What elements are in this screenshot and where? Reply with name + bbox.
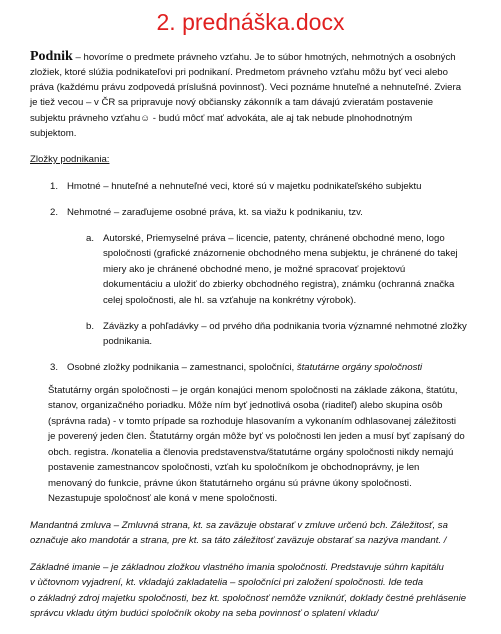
statutory-line-2: stanov, organizačného poriadku. Môže ním byť jednotlivá osoba (riaditeľ) alebo skupina osôb xyxy=(48,400,443,411)
item-1-number: 1. xyxy=(50,181,59,192)
item-1-text: Hmotné – hnuteľné a nehnuteľné veci, ktoré sú v majetku podnikateľského subjektu xyxy=(67,181,422,192)
statutory-line-6: postavenie zamestnancov spoločnosti, vzťah ku spoločníkom je obchodnoprávny, je len xyxy=(48,462,420,473)
document-title: 2. prednáška.docx xyxy=(156,9,345,35)
subitem-a-line-3: miery ako je chránené obchodné meno, je možné spracovať projektovú xyxy=(103,264,406,275)
statutory-line-4: je poverený jeden člen. Štatutárny orgán môže byť vs poločnosti len jeden a musí byť zapísaný do xyxy=(48,431,465,442)
subitem-b-line-2: podnikania. xyxy=(103,336,153,347)
capital-line-3: o základný zdroj majetku spoločnosti, bez kt. spoločnosť nemôže vzniknúť, doklady čestné prehlásenie xyxy=(30,593,467,604)
item-3-number: 3. xyxy=(50,362,59,373)
subitem-a-line-2: spoločnosti (grafické znázornenie obchodného mena subjektu, je chránené do takej xyxy=(103,248,458,259)
capital-line-4: správcu vkladu útým budúci spoločník okoby na seba povinnosť o splatení vkladu/ xyxy=(30,608,379,619)
intro-line-6: subjektom. xyxy=(30,128,77,139)
subitem-a-line-1: Autorské, Priemyselné práva – licencie, patenty, chránené obchodné meno, logo xyxy=(103,233,445,244)
section-heading: Zložky podnikania: xyxy=(30,154,110,165)
item-2-number: 2. xyxy=(50,207,59,218)
intro-line-4: je tiež vecou – v ČR sa pripravuje nový občiansky zákonník a tam dávajú zvieratám postavenie xyxy=(30,97,434,108)
intro-line-1: Podnik – hovoríme o predmete právneho vzťahu. Je to súbor hmotných, nehmotných a osobných xyxy=(30,49,456,64)
capital-line-1: Základné imanie – je základnou zložkou vlastného imania spoločnosti. Predstavuje súhrn kapitálu xyxy=(30,562,444,573)
intro-line-5: subjektu právneho vzťahu☺ - budú môcť mať advokáta, ale aj tak nebude plnohodnotným xyxy=(30,113,413,124)
statutory-line-1: Štatutárny orgán spoločnosti – je orgán konajúci menom spoločnosti na základe zákona, štatútu, xyxy=(48,385,458,396)
capital-line-2: v ùčtovnom vyjadrení, kt. vkladajú zakladatelia – spoločníci pri založení spoločnosti. Ide teda xyxy=(30,577,424,588)
item-2-text: Nehmotné – zaraďujeme osobné práva, kt. sa viažu k podnikaniu, tzv. xyxy=(67,207,363,218)
intro-line-2: zložiek, ktoré slúžia podnikateľovi pri podnikaní. Predmetom právneho vzťahu môžu byť veci alebo xyxy=(30,67,448,78)
mandate-line-1: Mandantná zmluva – Zmluvná strana, kt. sa zaväzuje obstarať v zmluve určenú bch. Záležitosť, sa xyxy=(30,520,448,531)
subitem-a-line-4: dokumentáciu a uložiť do zbierky obchodného registra), známku (ochranná značka xyxy=(103,279,455,290)
intro-line-3: práva (každému právu zodpovedá príslušná povinnosť). Veci poznáme hnuteľné a nehnuteľné. Zviera xyxy=(30,82,462,93)
statutory-line-3: (správna rada) - v tomto prípade sa rozhoduje hlasovaním a vykonaním odhlasovanej záležitosti xyxy=(48,416,456,427)
term-podnik: Podnik xyxy=(30,49,73,64)
subitem-a-line-5: celej spoločnosti, ale hl. sa vzťahuje na konkrétny výrobok). xyxy=(103,295,357,306)
item-3-text: Osobné zložky podnikania – zamestnanci, spoločníci, štatutárne orgány spoločnosti xyxy=(67,362,423,373)
statutory-line-5: obch. registra. /konatelia a členovia predstavenstva/štatutárne orgány spoločnosti nikdy nemajú xyxy=(48,447,454,458)
mandate-line-2: označuje ako mandotár a strana, pre kt. sa táto záležitosť zaväzuje obstarať sa nazýva mandant. / xyxy=(30,535,447,546)
subitem-b-line-1: Záväzky a pohľadávky – od prvého dňa podnikania tvoria významné nehmotné zložky xyxy=(103,321,467,332)
statutory-line-7: menovaný do funkcie, právne úkon štatutárneho orgánu sú právne úkony spoločnosti. xyxy=(48,478,412,489)
subitem-b-number: b. xyxy=(86,321,95,332)
statutory-line-8: Nezastupuje spoločnosť ale koná v mene spoločnosti. xyxy=(48,493,278,504)
subitem-a-number: a. xyxy=(86,233,95,244)
